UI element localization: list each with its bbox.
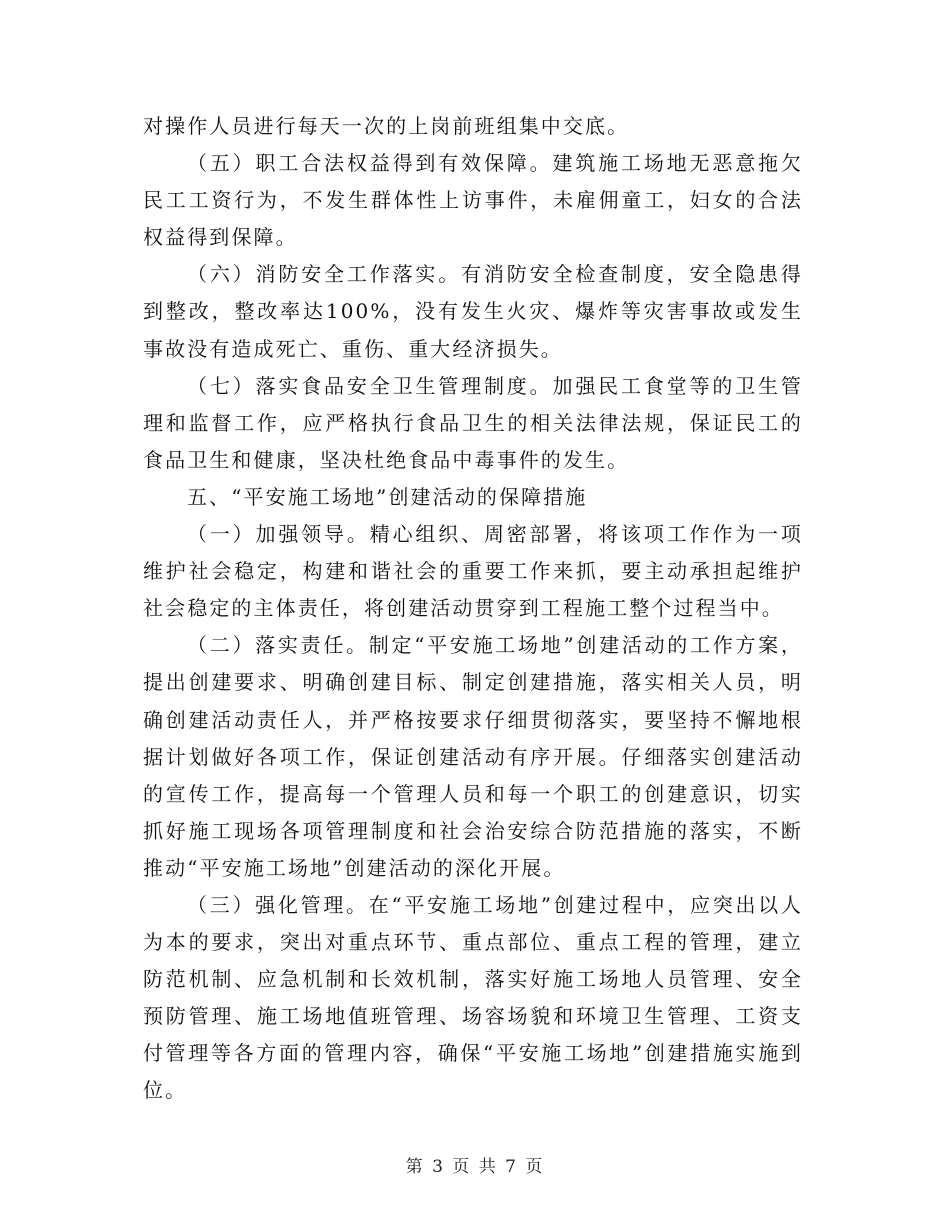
paragraph-2: （五）职工合法权益得到有效保障。建筑施工场地无恶意拖欠民工工资行为，不发生群体性上访事件，未雇佣童工，妇女的合法权益得到保障。 (143, 151, 803, 250)
paragraph-8: （三）强化管理。在“平安施工场地”创建过程中，应突出以人为本的要求，突出对重点环节、重点部位、重点工程的管理，建立防范机制、应急机制和长效机制，落实好施工场地人员管理、安全预防管理、施工场地值班管理、场容场貌和环境卫生管理、工资支付管理等各方面的管理内容，确保“平安施工场地”创建措施实施到位。 (143, 892, 803, 1103)
paragraph-3: （六）消防安全工作落实。有消防安全检查制度，安全隐患得到整改，整改率达100%，没有发生火灾、爆炸等灾害事故或发生事故没有造成死亡、重伤、重大经济损失。 (143, 262, 803, 361)
paragraph-6: （一）加强领导。精心组织、周密部署，将该项工作作为一项维护社会稳定，构建和谐社会的重要工作来抓，要主动承担起维护社会稳定的主体责任，将创建活动贯穿到工程施工整个过程当中。 (143, 522, 803, 621)
paragraph-1: 对操作人员进行每天一次的上岗前班组集中交底。 (143, 114, 630, 138)
section-heading: 五、“平安施工场地”创建活动的保障措施 (187, 484, 588, 509)
document-body (143, 108, 803, 1110)
paragraph-7: （二）落实责任。制定“平安施工场地”创建活动的工作方案，提出创建要求、明确创建目标、制定创建措施，落实相关人员，明确创建活动责任人，并严格按要求仔细贯彻落实，要坚持不懈地根据计划做好各项工作，保证创建活动有序开展。仔细落实创建活动的宣传工作，提高每一个管理人员和每一个职工的创建意识，切实抓好施工现场各项管理制度和社会治安综合防范措施的落实，不断推动“平安施工场地”创建活动的深化开展。 (143, 633, 803, 880)
paragraph-4: （七）落实食品安全卫生管理制度。加强民工食堂等的卫生管理和监督工作，应严格执行食品卫生的相关法律法规，保证民工的食品卫生和健康，坚决杜绝食品中毒事件的发生。 (143, 373, 803, 472)
page-number-footer: 第 3 页 共 7 页 (405, 1157, 545, 1177)
